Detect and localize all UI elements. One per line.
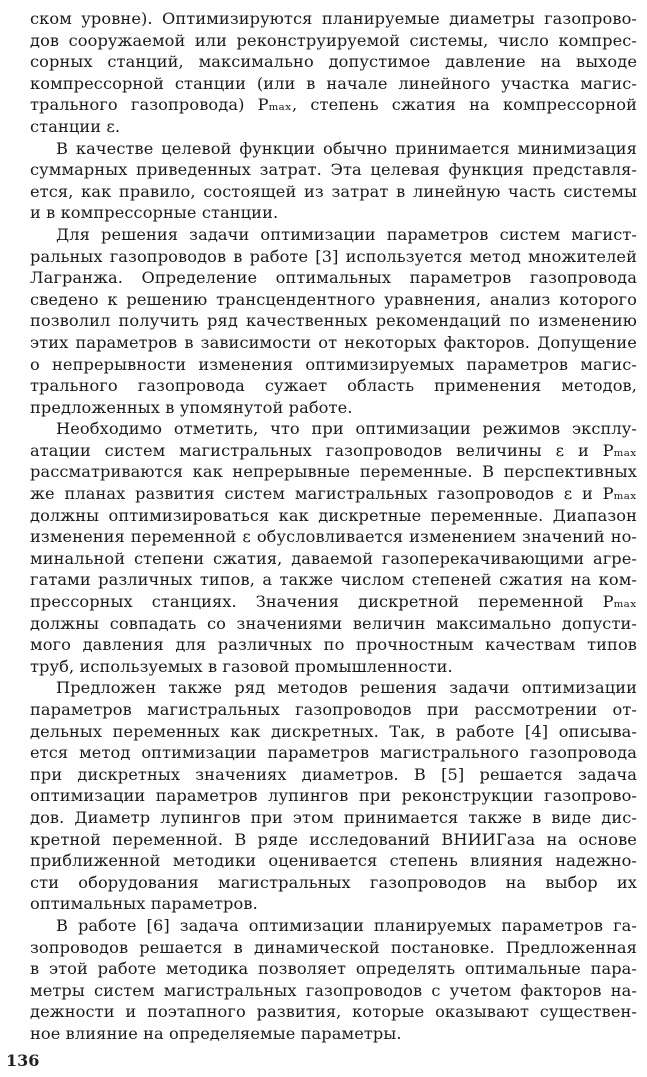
text-line: суммарных приведенных затрат. Эта целевая функция представля- bbox=[30, 160, 637, 180]
text-line: Лагранжа. Определение оптимальных параметров газопровода bbox=[30, 268, 637, 288]
text-line: предложенных в упомянутой работе. bbox=[30, 397, 353, 417]
text-line: ральных газопроводов в работе [3] используется метод множителей bbox=[30, 246, 637, 266]
text-line: ется метод оптимизации параметров магистрального газопровода bbox=[30, 743, 637, 763]
text-line: позволил получить ряд качественных рекомендаций по изменению bbox=[30, 311, 637, 331]
text-line: параметров магистральных газопроводов при рассмотрении от- bbox=[30, 700, 637, 719]
text-line: же планах развития систем магистральных газопроводов ε и Pₘₐₓ bbox=[30, 484, 637, 504]
text-line: должны оптимизироваться как дискретные переменные. Диапазон bbox=[30, 505, 637, 525]
text-line: дов сооружаемой или реконструируемой системы, число компрес- bbox=[30, 30, 637, 50]
text-line: компрессорной станции (или в начале линейного участка магис- bbox=[30, 73, 637, 93]
text-line: этих параметров в зависимости от некоторых факторов. Допущение bbox=[30, 332, 637, 352]
text-line: дельных переменных как дискретных. Так, в работе [4] описыва- bbox=[30, 721, 637, 741]
text-line: гатами различных типов, а также числом степеней сжатия на ком- bbox=[30, 570, 637, 590]
text-line: атации систем магистральных газопроводов величины ε и Pₘₐₓ bbox=[30, 440, 637, 460]
text-line: метры систем магистральных газопроводов с учетом факторов на- bbox=[30, 980, 637, 1000]
text-line: кретной переменной. В ряде исследований ВНИИГаза на основе bbox=[30, 829, 637, 849]
text-line: Необходимо отметить, что при оптимизации режимов эксплу- bbox=[56, 419, 637, 439]
text-line: и в компрессорные станции. bbox=[30, 203, 279, 223]
text-line: сти оборудования магистральных газопроводов на выбор их bbox=[30, 872, 637, 892]
text-line: сведено к решению трансцендентного уравнения, анализ которого bbox=[30, 289, 637, 309]
text-line: дов. Диаметр лупингов при этом принимается также в виде дис- bbox=[30, 807, 637, 827]
body-text bbox=[30, 8, 637, 1045]
text-line: станции ε. bbox=[30, 116, 121, 136]
text-line: Для решения задачи оптимизации параметров систем магист- bbox=[56, 224, 637, 244]
text-line: мого давления для различных по прочностным качествам типов bbox=[30, 635, 637, 655]
text-line: рассматриваются как непрерывные переменные. В перспективных bbox=[30, 462, 637, 482]
text-line: ется, как правило, состоящей из затрат в линейную часть системы bbox=[30, 181, 637, 201]
text-line: в этой работе методика позволяет определять оптимальные пара- bbox=[30, 959, 637, 979]
text-line: ском уровне). Оптимизируются планируемые диаметры газопрово- bbox=[30, 9, 637, 28]
text-line: прессорных станциях. Значения дискретной переменной Pₘₐₓ bbox=[30, 592, 637, 612]
text-line: оптимальных параметров. bbox=[30, 894, 258, 914]
text-line: В качестве целевой функции обычно принимается минимизация bbox=[56, 138, 637, 158]
text-line: труб, используемых в газовой промышленности. bbox=[30, 656, 453, 676]
text-line: В работе [6] задача оптимизации планируемых параметров га- bbox=[56, 915, 637, 935]
text-line: трального газопровода сужает область применения методов, bbox=[30, 376, 637, 396]
text-line: Предложен также ряд методов решения задачи оптимизации bbox=[56, 678, 637, 698]
text-line: при дискретных значениях диаметров. В [5] решается задача bbox=[30, 764, 637, 784]
text-line: ное влияние на определяемые параметры. bbox=[30, 1023, 402, 1043]
page-number: 136 bbox=[6, 1051, 40, 1070]
text-line: трального газопровода) Pₘₐₓ, степень сжатия на компрессорной bbox=[30, 95, 637, 115]
text-line: дежности и поэтапного развития, которые оказывают существен- bbox=[30, 1002, 637, 1022]
text-line: сорных станций, максимально допустимое давление на выходе bbox=[30, 52, 637, 72]
text-line: должны совпадать со значениями величин максимально допусти- bbox=[30, 613, 637, 633]
text-line: изменения переменной ε обусловливается изменением значений но- bbox=[30, 527, 637, 547]
text-line: зопроводов решается в динамической постановке. Предложенная bbox=[30, 937, 637, 957]
text-line: минальной степени сжатия, даваемой газоперекачивающими агре- bbox=[30, 548, 637, 568]
text-line: оптимизации параметров лупингов при реконструкции газопрово- bbox=[30, 786, 637, 806]
text-line: приближенной методики оценивается степень влияния надежно- bbox=[30, 851, 637, 871]
text-line: о непрерывности изменения оптимизируемых параметров магис- bbox=[30, 354, 637, 374]
